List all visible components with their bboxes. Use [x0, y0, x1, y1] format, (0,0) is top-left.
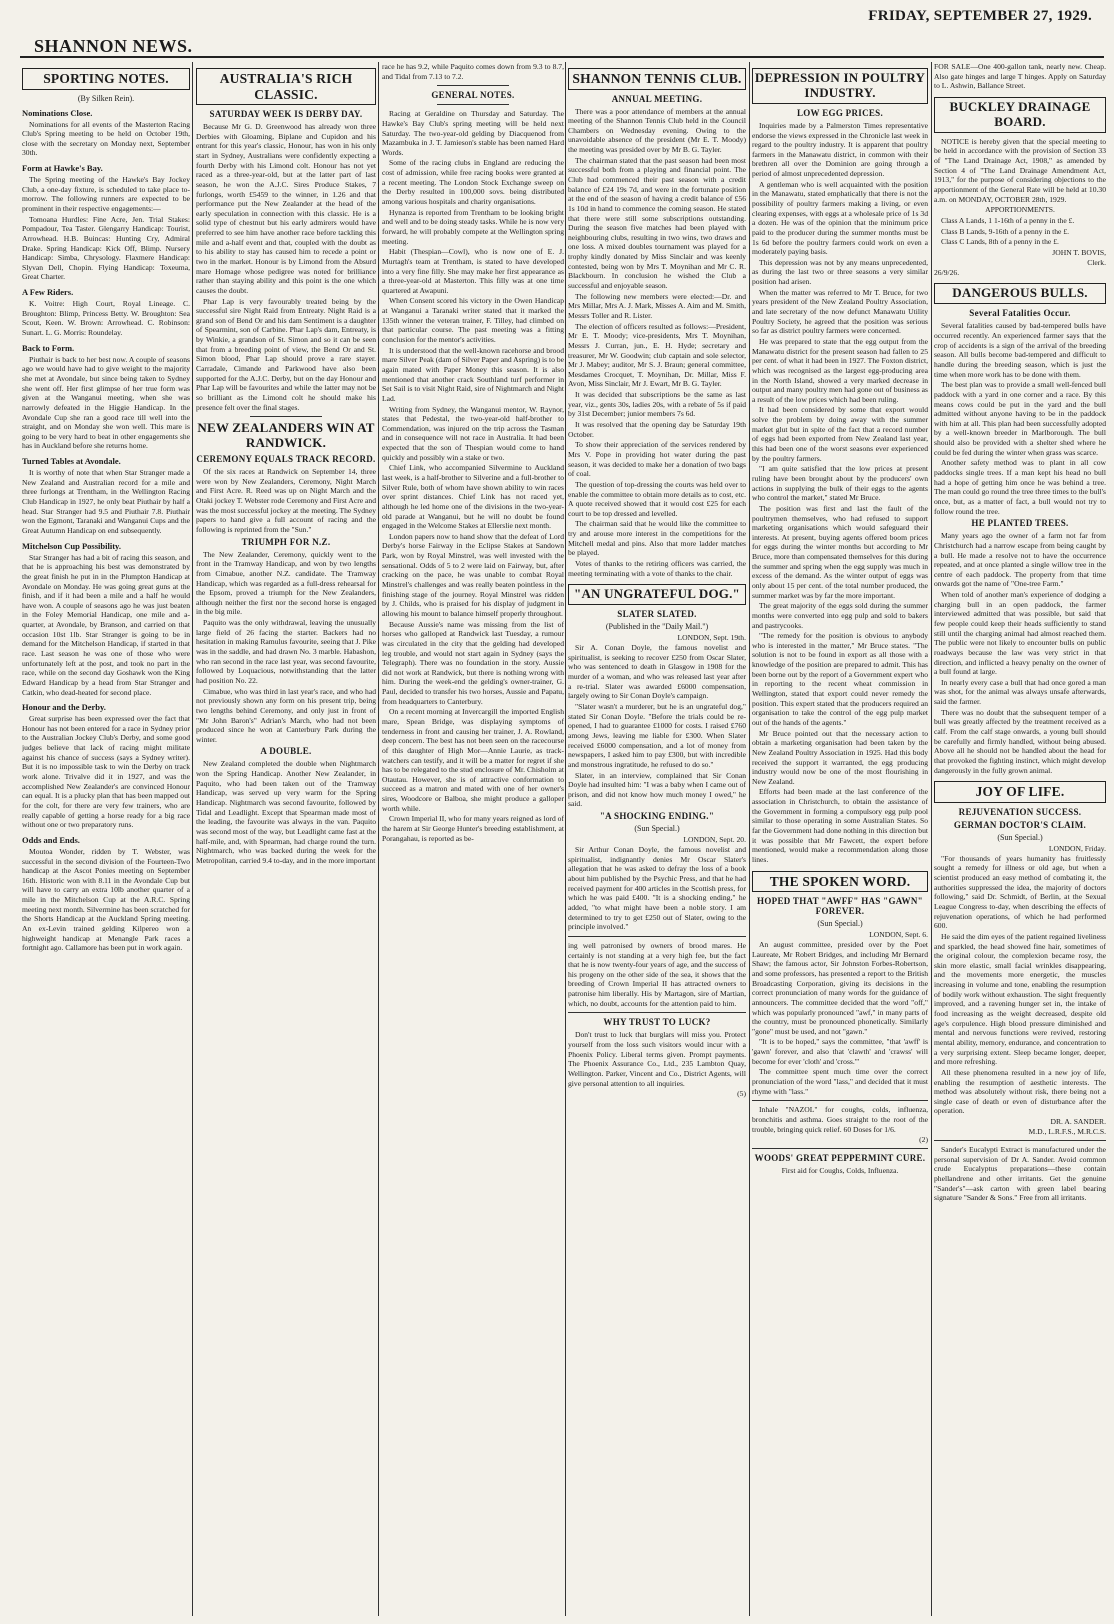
- paragraph: This depression was not by any means unprecedented, as during the last two or three seasons a very similar position had arisen.: [752, 257, 928, 287]
- paragraph: There was no doubt that the subsequent temper of a bull was greatly affected by the treatment received as a calf. From the calf stage onwards, a young bull should be carefully and firmly handled, without being abused. Above all he should not be handled about the head for that provoked the fighting instinct, which might develop dangerously in the fully grown animal.: [934, 707, 1106, 775]
- paragraph: Nominations for all events of the Masterton Racing Club's Spring meeting to be held on October 19th, close with the secretary on Monday next, September 30th.: [22, 119, 190, 158]
- column-australias-rich-classic: [196, 62, 376, 1616]
- subhead: Honour and the Derby.: [22, 702, 106, 713]
- paragraph: Inquiries made by a Palmerston Times representative endorse the views expressed in the Chronicle last week in regard to the poultry industry. It is apparent that poultry farmers in the Manawatu district, in common with their brethren all over the Dominion are going through a period of almost unprecedented depression.: [752, 120, 928, 179]
- paragraph: Mr Bruce pointed out that the necessary action to obtain a marketing organisation had been taken by the New Zealand Poultry Association in 1925. Had this body received the support it warranted, the egg producing industry would now be one of the most flourishing in New Zealand.: [752, 728, 928, 786]
- paper-name: SHANNON NEWS.: [34, 36, 193, 56]
- dateline: LONDON, Sept. 20.: [683, 835, 746, 845]
- divider: [752, 1148, 928, 1149]
- paragraph: He said the dim eyes of the patient regained liveliness and sparkled, the head showed fine hair, sometimes of the original colour, the complexion became rosy, the skin more elastic, small facial wrinkles disappearing, and the movements more energetic, the muscles increasing in volume and tone, enabling the resumption of bodily work without exhaustion. The sight frequently improved, and a ravening hunger set in, the intake of food increasing as the weight decreased, despite old age's corpulence. High blood pressure diminished and mental and nervous functions were revived, restoring mental ability, memory, endurance, and concentration to a very surprising extent. Sleep became longer, deeper, and more refreshing.: [934, 931, 1106, 1067]
- paragraph: In nearly every case a bull that had once gored a man was shot, for the animal was always unsafe afterwards, said the farmer.: [934, 677, 1106, 707]
- column-tennis-club: [568, 62, 746, 1616]
- advert-text: First aid for Coughs, Colds, Influenza.: [781, 1166, 899, 1176]
- paragraph: Cimabue, who was third in last year's race, and who had not previously shown any form on his present trip, being two lengths behind Ceremony, and only just in front of "Mr John Baron's" Adrian's March, who had not been produced since he won at Canterbury Park during the winter.: [196, 686, 376, 744]
- paragraph: "The remedy for the position is obvious to anybody who is interested in the matter," Mr Bruce states. "The solution is not to be found in export as all those with a knowledge of the position are prepared to admit. This has been borne out by the report of a Government expert who in reporting to the recent wheat commission in Wellington, stated that export could never remedy the position. This expert stated that the producers required an organisation to take the control of the egg pulp market out of the hands of the agents.": [752, 631, 928, 727]
- paragraph: It is worthy of note that when Star Stranger made a New Zealand and Australian record for a mile and three furlongs at Trentham, in the Wellington Racing Club Handicap in 1927, he only beat Piuthair by half a head. Star Stranger had 9.5 and Piuthair 7.8. Piuthair won the Egmont, Taranaki and Wanganui Cups and the Great Autumn Handicap on end subsequently.: [22, 468, 190, 535]
- paragraph: Crown Imperial II, who for many years reigned as lord of the harem at Sir George Hunter's breeding establishment, at Porangahau, is reported as be-: [382, 814, 564, 843]
- paragraph: The question of top-dressing the courts was held over to enable the committee to obtain more details as to cost, etc. A quote received showed that it would cost £25 for each court to be top dressed and levelled.: [568, 479, 746, 518]
- advert-text: Don't trust to luck that burglars will miss you. Protect yourself from the loss such visitors would incur with a Phoenix Policy. Liberal terms given. Prompt payments. The Phoenix Assurance Co., Ltd., 235 Lambton Quay, Wellington. Parker, Vincent and Co., District Agents, will give personal attention to all inquiries.: [568, 1030, 746, 1088]
- headline-woods-peppermint: WOODS' GREAT PEPPERMINT CURE.: [754, 1153, 926, 1164]
- paragraph: ing well patronised by owners of brood mares. He certainly is not standing at a very high fee, but the fact that he is now twenty-four years of age, and the success of his progeny on the other side of the sea, it shows that the breeding of Crown Imperial II has attracted owners to patronise him liberally. His by Martagon, sire of Martian, which, no doubt, accounts for the attention paid to him.: [568, 940, 746, 1008]
- paragraph: Paquito was the only withdrawal, leaving the unusually large field of 26 facing the starter. Backers had no hesitation in making Ramulus favourite, seeing that J. Pike was in the saddle, and had drawn No. 3 marble. Habashon, who ran second in the race last year, was second favourite, followed by Loquacious, notwithstanding that the latter had position No. 22.: [196, 618, 376, 685]
- paragraph: The following new members were elected:—Dr. and Mrs Millar, Mrs A. J. Mark, Misses A. Aim and M. Smith, Messrs Toller and R. Lister.: [568, 291, 746, 320]
- advert-text: Sander's Eucalypti Extract is manufactured under the personal supervision of Dr A. Sander. Avoid common crude Eucalyptus preparations—these contain phellandrene and other irritants. Get the genuine "Sander's"—ask carton with green label bearing signature "Sander & Sons." Free from all irritants.: [934, 1145, 1106, 1203]
- paragraph: It was resolved that the opening day be Saturday 19th October.: [568, 420, 746, 439]
- paragraph: "Slater wasn't a murderer, but he is an ungrateful dog," stated Sir Conan Doyle. "Before the trials could be re-opened, I had to guarantee £1000 for costs. I raised £760 among Jews, leaving me liable for £300. When Slater received £6000 compensation, and a lot of money from newspapers, I asked him to pay £300, but with incredible and monstrous ingratitude, he refused to do so.": [568, 702, 746, 769]
- paragraph: London papers now to hand show that the defeat of Lord Derby's horse Fairway in the Eclipse Stakes at Sandown Park, won by Royal Minstrel, was well invested with the sensational. Odds of 5 to 2 were laid on Fairway, but, after cracking on the pace, he was unable to combat Royal Minstrel's challenges and was really beaten pointless in the finishing stage of the journey. Royal Minstrel was ridden by J. Childs, who is praised for his display of judgment in allowing his mount to balance himself properly throughout.: [382, 531, 564, 618]
- paragraph: The election of officers resulted as follows:—President, Mr E. T. Moody; vice-presidents, Mrs T. Moynihan, Messrs J. Curran, jun., E. H. Hyde; secretary and treasurer, Mr W. Goodwin; club captain and sole selector, Mr J. Mabey; auditor, Mr S. J. Braun; general committee, Mesdames Crocquet, T. Moynihan, Dr. Millar, Miss F. Avon, Miss Sinclair, Mr J. Ewart, Mr B. G. Tayler.: [568, 321, 746, 389]
- headline-dangerous-bulls: DANGEROUS BULLS.: [934, 283, 1106, 304]
- column-general-notes: [382, 62, 564, 1616]
- source-note: (Published in the "Daily Mail."): [605, 622, 709, 632]
- paragraph: Habit (Thespian—Cowl), who is now one of E. J. Murtagh's team at Trentham, is stated to have developed into a very fine filly. She may make her first appearance as a three-year-old at Masterton. This filly was at one time quartered at Awapuni.: [382, 247, 564, 295]
- headline-sporting-notes: SPORTING NOTES.: [22, 68, 190, 90]
- dateline: LONDON, Friday.: [1048, 843, 1106, 853]
- paragraph: The New Zealander, Ceremony, quickly went to the front in the Tramway Handicap, and won by two lengths from Cimabue, another N.Z. candidate. The Tramway Handicap, which was regarded as a full-dress rehearsal for the Epsom, proved a triumph for the New Zealanders, although neither the first nor the second horse is engaged in the big mile.: [196, 549, 376, 617]
- paragraph: Votes of thanks to the retiring officers was carried, the meeting terminating with a vote of thanks to the chair.: [568, 558, 746, 578]
- paragraph: The chairman stated that the past season had been most successful both from a playing and financial point. The Club had commenced their past season with a credit balance of £24 19s 7d, and were in the fortunate position at the end of the season of having a credit balance of £56 1s 10d in hand to commence the coming season. He stated that there were still some subscriptions outstanding. During the season five matches had been played with neighbouring clubs, resulting in two wins, two draws and one loss. A mixed doubles tournament was played for a trophy kindly donated by Miss Sinclair and was keenly contested, being won by Mrs T. Moynihan and Mr C. R. Blackbourn. In conclusion he wished the Club a successful and enjoyable season.: [568, 155, 746, 291]
- paragraph: He was prepared to state that the egg output from the Manawatu district for the present season had fallen to 25 per cent. of what it had been in 1927. The Foxton district, which was recognised as the largest egg-producing area in the North Island, showed a very marked decrease in output and many poultry men had gone out of business as a result of the low prices which had been ruling.: [752, 336, 928, 404]
- signature-title: M.D., L.R.F.S., M.R.C.S.: [1028, 1127, 1106, 1137]
- paragraph: The best plan was to provide a small well-fenced bull paddock with a yard in one corner and a race. By this means cows could be put in the yard and the bull admitted without anyone having to be in the paddock with him at all. This plan had been successfully adopted by a well-known breeder in Marlborough. The bull should also be provided with a shelter shed where he could be fed during the winter when grass was scarce.: [934, 380, 1106, 457]
- column-poultry-industry: [752, 62, 928, 1616]
- paragraph: Chief Link, who accompanied Silvermine to Auckland last week, is a half-brother to Silverine and a full-brother to Silver Rule, both of whom have shown ability to win races over sprint distances. Chief Link has not raced yet, although he led home one of the divisions in the two-year-old parade at Wanganui, but he will no doubt be found engaged in the Welcome Stakes at Ellerslie next month.: [382, 463, 564, 531]
- headline-general-notes: GENERAL NOTES.: [431, 90, 515, 101]
- paragraph: The chairman said that he would like the committee to try and arouse more interest in the competitions for the Mitchell medal and pins. Also that more ladder matches be played.: [568, 519, 746, 558]
- paragraph: Many years ago the owner of a farm not far from Christchurch had a narrow escape from being caught by a bull. He made a resolve not to have the occurrence repeated, and at once planted a single willow tree in the centre of each paddock. The property from that time onwards got the name of "One-tree Farm.": [934, 531, 1106, 589]
- subheadline: GERMAN DOCTOR'S CLAIM.: [953, 819, 1087, 830]
- headline-why-trust-to-luck: WHY TRUST TO LUCK?: [603, 1017, 711, 1028]
- paragraph: An august committee, presided over by the Poet Laureate, Mr Robert Bridges, and including Mr Bernard Shaw; the famous actor, Sir Johnston Forbes-Robertson, and some professors, has presented a report to the British Broadcasting Corporation, giving its decisions in the correct pronunciation of many words for the guidance of announcers. The committee decided that the word "off," which was popularly pronounced "awf," in many parts of the country, must be pronounced phonetically. Similarly "gone" must be used, and not "gawn.": [752, 940, 928, 1036]
- divider: [934, 1140, 1106, 1141]
- paragraph: On a recent morning at Invercargill the imported English mare, Spean Bridge, was displaying symptoms of tenderness in front and causing her trainer, J. A. Rowland, deep concern. The best has not been seen on the racecourse of this daughter of High Mor—Annie Laurie, as track-watchers can testify, and it will be a matter for regret if she has to be relegated to the stud enclosure of Mr. Chisholm at Otautau. However, she is of attractive conformation to succeed as a matron and mated with one of her owner's sires, Woodcore or Balboa, she might produce a galloper worth while.: [382, 707, 564, 813]
- paragraph: A gentleman who is well acquainted with the position in the Manawatu, stated emphatically that there is not the possibility of poultry farmers making a living, or even clearing expenses, with eggs at a wholesale price of 1s 3d a dozen. He was of the opinion that the minimum price paid to the producer during the summer months must be 1s 6d before the poultry farmers could work on even a moderately paying basis.: [752, 179, 928, 257]
- paragraph: Phar Lap is very favourably treated being by the successful sire Night Raid from Entreaty. Night Raid is a grand son of Bend Or and his dam Sentiment is a daughter of Spearmint, son of Carbine. Phar Lap's dam, Entreaty, is by Winkie, a grandson of St. Simon and so it can be seen that from a breeding point of view, the Bend Or and St. Simon blood, Phar Lap should prove a rare stayer. Carradale, Cimande and Parkwood have also been supported for the A.J.C. Derby, but on the day Honour and Phar Lap will be favourites and while the latter may not be so brilliant as the Limond colt he should make his presence felt over the final stages.: [196, 296, 376, 412]
- paragraph: When told of another man's experience of dodging a charging bull in an open paddock, the farmer interviewed admitted that was possible, but said that few people could keep their heads sufficiently to stand still until the charging animal had almost reached them. The public were not likely to encounter bulls on public roadways because the law was very strict in that direction, and inflicted a heavy penalty on the owner of a bull found at large.: [934, 590, 1106, 677]
- paragraph: Because Aussie's name was missing from the list of horses who galloped at Randwick last Tuesday, a rumour was circulated in the city that the gelding had developed leg trouble, and would not start again in Sydney (says the Telegraph). There was no foundation in the story. Aussie did not work at Randwick, but there is nothing wrong with him. During the week-end the gelding's owner-trainer, G. Paul, decided to transfer his two horses, Aussie and Papatu, from headquarters to Canterbury.: [382, 619, 564, 706]
- column-divider: [565, 62, 566, 1616]
- paragraph: Slater, in an interview, complained that Sir Conan Doyle had insulted him: "I was a baby when I came out of prison, and did not know how much money I owed," he said.: [568, 770, 746, 809]
- column-divider: [931, 62, 932, 1616]
- column-sporting-notes: [22, 62, 190, 1616]
- column-divider: [378, 62, 379, 1616]
- masthead-rule: [20, 56, 1104, 58]
- headline-shannon-tennis-club: SHANNON TENNIS CLUB.: [568, 68, 746, 90]
- subhead: HE PLANTED TREES.: [971, 518, 1069, 529]
- subhead: Turned Tables at Avondale.: [22, 456, 121, 467]
- subheadline: REJUVENATION SUCCESS.: [958, 806, 1082, 817]
- column-divider: [749, 62, 750, 1616]
- paragraph: Some of the racing clubs in England are reducing the cost of admission, while free racing books were granted at a recent meeting. The London Stock Exchange sweep on the Derby resulted in 100,000 sovs. being distributed among various hospitals and charity organisations.: [382, 158, 564, 207]
- byline: (By Silken Rein).: [77, 93, 135, 103]
- dateline: LONDON, Sept. 6.: [869, 930, 928, 940]
- paragraph: "For thousands of years humanity has fruitlessly sought a remedy for illness or old age, but when a scientist produced an easy method of combating it, the authorities suppressed the idea, the majority of doctors following," said Dr. Schmidt, of Berlin, at the Sexual League Congress to-day, when describing the effects of rejuvenation operations, of which he had performed 600.: [934, 853, 1106, 931]
- paragraph: NOTICE is hereby given that the special meeting to be held in accordance with the provision of Section 33 of "The Land Drainage Act, 1908," as amended by Section 4 of "The Land Drainage Amendment Act, 1913," for the purpose of considering objections to the apportionment of the General Rate will be held at 10.30 a.m. on MONDAY, OCTOBER 28th, 1929.: [934, 136, 1106, 204]
- source-note: (Sun Special.): [634, 824, 680, 834]
- signature-name: JOHN T. BOVIS,: [1052, 247, 1106, 257]
- paragraph: Sir A. Conan Doyle, the famous novelist and spiritualist, is seeking to recover £250 from Oscar Slater, who was sentenced to death in Glasgow in 1908 for the murder of a woman, and who was released last year after a re-trial. Slater was awarded £6000 compensation, largely owing to Sir Conan Doyle's campaign.: [568, 643, 746, 701]
- subhead: A Few Riders.: [22, 287, 74, 298]
- advert-text: Inhale "NAZOL" for coughs, colds, influenza, bronchitis and asthma. Goes straight to the root of the trouble, bringing quick relief. 60 Doses for 1/6.: [752, 1105, 928, 1134]
- paragraph: All these phenomena resulted in a new joy of life, enabling the resumption of aesthetic interests. The method was absolutely without risk, there being not a single case of death or even of disturbance after the operation.: [934, 1067, 1106, 1116]
- paragraph: Hynanza is reported from Trentham to be looking bright and well and to be doing steady tasks. While he is now very forward, he will probably compete at the Wellington spring meeting.: [382, 207, 564, 246]
- divider: [437, 85, 510, 86]
- subhead: Mitchelson Cup Possibility.: [22, 540, 121, 551]
- column-divider: [192, 62, 193, 1616]
- paragraph: The position was first and last the fault of the poultrymen themselves, who had refused to support marketing organisations which would safeguard their interests. At present, buying agents offered boom prices for eggs during the winter months but according to Mr Bruce, more than compensated themselves for this during the summer and spring when the egg supply was much in excess of the demand. As the winter output of eggs was only about 15 per cent. of the total number produced, the summer market was by far the more important.: [752, 503, 928, 600]
- column-notices: [934, 62, 1106, 1616]
- paragraph: It had been considered by some that export would solve the problem by doing away with the summer market glut but in spite of the fact that a record number of eggs had been exported from New Zealand last year, this had been one of the worst seasons ever experienced by the poultry farmers.: [752, 405, 928, 463]
- divider: [437, 104, 510, 105]
- paragraph: Writing from Sydney, the Wanganui mentor, W. Raynor, states that Pedestal, the two-year-old half-brother to Commendation, was injured on the trip across the Tasman and in consequence will not race in Australia. It had been expected that the son of Thespian would come to hand quickly and possibly win a stake or two.: [382, 404, 564, 462]
- notice-date: 26/9/26.: [934, 267, 960, 277]
- paragraph: Sir Arthur Conan Doyle, the famous novelist and spiritualist, indignantly denies Mr Oscar Slater's allegation that he was asked to defray the loss of a book about him published by the Psychic Press, and that he had received payment for 400 articles in the Scottish press, for which he was paid £400. "It is a shocking ending," he added, "to what might have been a noble story. I am determined to try to get £250 out of Slater, owing to the principle involved.": [568, 845, 746, 932]
- divider: [568, 1012, 746, 1013]
- paragraph: Class A Lands, 1 1-16th of a penny in the £.: [941, 215, 1075, 225]
- paragraph: Star Stranger has had a bit of racing this season, and that he is approaching his best was demonstrated by the great finish he put in in the Plumpton Handicap at Avondale on Monday. He was going great guns at the finish, and if it had been a mile and a half he would have won. A couple of seasons ago he was just beaten in the Foley Memorial Handicap, one mile and a-quarter, at Avondale, by Branson, and carried on that occasion 10st 1lb. Star Stranger is going to be in demand for the Mitchelson Handicap, if started in that race. Last season he was one of those who were unfortunately left at the post, and took no part in the race, while on the second day Goshawk won the King Edward Handicap by a head from Star Stranger and Catkin, who dead-heated for second place.: [22, 552, 190, 697]
- headline-australias-rich-classic: AUSTRALIA'S RICH CLASSIC.: [196, 68, 376, 105]
- paragraph: Class C Lands, 8th of a penny in the £.: [941, 237, 1059, 247]
- notice-heading: APPORTIONMENTS.: [985, 205, 1055, 215]
- headline-joy-of-life: JOY OF LIFE.: [934, 781, 1106, 803]
- divider: [568, 936, 746, 937]
- paragraph: It is understood that the well-known racehorse and brood mare Silver Peak (dam of Silver Paper and Aspring) is to be again mated with Paper Money this season. It is also mentioned that another crack Southland turf performer in Set Sail is to visit Night Raid, sire of Nightmarch and Night Lad.: [382, 345, 564, 403]
- subheadline: ANNUAL MEETING.: [611, 93, 703, 104]
- source-note: (Sun Special.): [997, 832, 1043, 842]
- subhead: A DOUBLE.: [260, 746, 312, 757]
- paragraph: Tomoana Hurdles: Fine Acre, Jen. Trial Stakes: Pompadour, Tea Taster. Glengarry Handicap: Tourist, Arrowhead. H.B. Buincas: Hunting Cry, Admiral Drake. Spring Handicap: Kick Off, Blimp. Nursery Handicap: Simba, Chrysology. Flaxmere Handicap: Slyvan Dell, Chopin. Flying Handicap: Toxeuma, Great Charter.: [22, 214, 190, 282]
- paragraph: Another safety method was to plant in all cow paddocks single trees. If a man kept his head no bull had a hope of getting him once he was behind a tree. The man could go round the tree three times to the bull's once, but, as a matter of fact, a bull would not try to follow round the tree.: [934, 458, 1106, 516]
- source-note: (Sun Special.): [817, 919, 863, 929]
- paragraph: It was decided that subscriptions be the same as last year, viz., gents 30s, ladies 20s, with a rebate of 5s if paid by 31st December; junior members 7s 6d.: [568, 390, 746, 419]
- paragraph: To show their appreciation of the services rendered by Mrs V. Pope in providing hot water during the past season, it was decided to make her a donation of two bags of coal.: [568, 440, 746, 479]
- divider: [752, 1100, 928, 1101]
- headline-ungrateful-dog: "AN UNGRATEFUL DOG.": [568, 584, 746, 605]
- paragraph: Great surprise has been expressed over the fact that Honour has not been entered for a race in Sydney prior to the Australian Jockey Club's Derby, and some good judges believe that lack of racing might militate against his chance of success (says a Sydney writer). But it is no impossible task to win the Derby on track work alone. Trivalve did it in 1927, and was the accomplished New Zealander's are convinced Honour can equal. It is a plucky plan that has been mapped out for the colt, for there are very few trainers, who are really capable of getting a horse ready for a big race without one or two preparatory runs.: [22, 714, 190, 830]
- paragraph: When the matter was referred to Mr T. Bruce, for two years president of the New Zealand Poultry Association, and late secretary of the now defunct Manawatu Utility Poultry Society, he agreed that the position was serious so far as district poultry farmers were concerned.: [752, 287, 928, 336]
- paragraph: Several fatalities caused by bad-tempered bulls have occurred recently. An experienced farmer says that the crop of accidents is a sign of the arrival of the breeding season. All bulls become bad-tempered and difficult to handle during the breeding season, which is just the time when more work has to be done with them.: [934, 321, 1106, 379]
- paragraph: Of the six races at Randwick on September 14, three were won by New Zealanders, Ceremony, Night March and First Acre. R. Reed was up on Night March and the Otaki jockey T. Webster rode Ceremony and First Acre and was the most successful jockey at the meeting. The Sydney papers to hand give a full account of racing and the following is reprinted from the "Sun.": [196, 467, 376, 534]
- subheadline: Several Fatalities Occur.: [969, 308, 1071, 319]
- signature-title: Clerk.: [1087, 257, 1106, 267]
- paragraph: When Consent scored his victory in the Owen Handicap at Wanganui a Taranaki writer stated that it marked the 135th winner the veteran trainer, F. Tilley, had climbed on that particular course. The past meeting was a fitting conclusion for the mentor's activities.: [382, 296, 564, 345]
- subhead: Nominations Close.: [22, 107, 93, 118]
- paragraph: Racing at Geraldine on Thursday and Saturday. The Hawke's Bay Club's spring meeting will be held next Saturday. The two-year-old gelding by Diacquenod from Mazambuka in J. T. Jamieson's stable has been named Hard Words.: [382, 109, 564, 157]
- headline-shocking-ending: "A SHOCKING ENDING.": [599, 811, 715, 822]
- subhead: TRIUMPH FOR N.Z.: [241, 536, 331, 547]
- headline-depression-poultry: DEPRESSION IN POULTRY INDUSTRY.: [752, 68, 928, 104]
- headline-spoken-word: THE SPOKEN WORD.: [752, 871, 928, 893]
- divider: [250, 416, 322, 417]
- paragraph: K. Voitre: High Court, Royal Lineage. C. Broughton: Blimp, Princess Betty. W. Broughton: Sea Scout, Keen. W. Brown: Arrowhead. C. Robinson: Sunart. L. G. Morris: Roundelay.: [22, 299, 190, 338]
- paragraph: Moutoa Wonder, ridden by T. Webster, was successful in the second division of the Fourteen-Two handicap at the Ascot Ponies meeting on September 16th. Historic won with 8.11 in the Avondale Cup but will have to carry an extra 10lb another quarter of a mile in the Mitchelson Cup at the A.R.C. Spring meeting next month. Silvermine has been scratched for the Shorts Handicap at the Auckland Spring meeting. An ex-Levin trained gelding Kilpereo won a highweight handicap at Menangle Park races a fortnight ago. Callamore has been put in work again.: [22, 846, 190, 953]
- dateline: LONDON, Sept. 19th.: [677, 633, 746, 643]
- issue-date: FRIDAY, SEPTEMBER 27, 1929.: [868, 8, 1092, 24]
- paragraph: Because Mr G. D. Greenwood has already won three Derbies with Gloaming, Biplane and Cupidon and his entrant for this year's classic, Honour, has won in his only start in Sydney, Australians were confidently expecting a fourth Derby with his Limond colt. Honour has not yet raced as a three-year-old, but at the latter part of last season, he won the A.J.C. Sires Produce Stakes, 7 furlongs, worth £5459 to the winner, in 1.26 and that performance put the New Zealander at the head of the early speculation in connection with this classic. He is a solid type of chestnut but his early admirers would have preferred to see him have another race before tackling this mile and a-half event and that, coupled with the doubt as to his ability to stay has caused him to recede a point or two in the market. Honour is by Limond from the Absurd mare Homage whose pedigree was noted for brilliance rather than staying ability and this point is the one which causes the doubt.: [196, 122, 376, 295]
- advert-number: (2): [919, 1135, 928, 1145]
- paragraph: The Spring meeting of the Hawke's Bay Jockey Club, a one-day fixture, is scheduled to take place to-morrow. The following runners are expected to be prominent in their respective engagements:—: [22, 175, 190, 213]
- paragraph: Class B Lands, 9-16th of a penny in the £.: [941, 226, 1070, 236]
- paragraph: New Zealand completed the double when Nightmarch won the Spring Handicap. Another New Zealander, in Paquito, who had been taken out of the Tramway Handicap, was served up very warm for the Spring Handicap. Nightmarch was second favourite, followed by Tidal and Leadlight. Except that Spearman made most of the leading, the favourite was always in the van. Paquito was second most of the way, but Leadlight came fast at the half-mile, and, with Spearman, had charge round the turn. Nightmarch, who was backed during the week for the Metropolitan, carried 9.4 to-day, and in the more important: [196, 759, 376, 865]
- subheadline: LOW EGG PRICES.: [796, 107, 884, 118]
- paragraph: "I am quite satisfied that the low prices at present ruling have been brought about by the producers' own actions in supplying the bulk of their eggs to the agents who control the market," stated Mr Bruce.: [752, 464, 928, 503]
- paragraph: race he has 9.2, while Paquito comes down from 9.3 to 8.7, and Tidal from 7.13 to 7.2.: [382, 62, 564, 81]
- paragraph: The great majority of the eggs sold during the summer months were converted into egg pulp and sold to bakers and pastrycooks.: [752, 601, 928, 630]
- signature-name: DR. A. SANDER.: [1050, 1117, 1106, 1127]
- paragraph: "It is to be hoped," says the committee, "that 'awff' is 'gawn' forever, and also that 'clawth' and 'crawss' will become for ever 'cloth' and 'cross.'": [752, 1037, 928, 1066]
- subheadline: CEREMONY EQUALS TRACK RECORD.: [196, 454, 376, 465]
- subheadline: SLATER SLATED.: [617, 609, 697, 620]
- paragraph: Piuthair is back to her best now. A couple of seasons ago we would have had to give weight to the majority she met at Avondale, but since being taken to Sydney she went off. Her first glimpse of her true form was given at the Wanganui meeting, when she was narrowly defeated in the Higgie Handicap. In the Avondale Cup she ran a good race till well into the straight, and on Monday she won well. This mare is going to be very hard to beat in other engagements she has in Auckland before she returns home.: [22, 354, 190, 451]
- subheadline: HOPED THAT "AWFF" HAS "GAWN" FOREVER.: [757, 896, 923, 917]
- headline-new-zealanders-win: NEW ZEALANDERS WIN AT RANDWICK.: [197, 420, 375, 451]
- paragraph: Efforts had been made at the last conference of the association in Christchurch, to obtain the assistance of the Government in forming a compulsory egg pulp pool similar to those operating in some Australian States. So far the Government had done nothing in this direction but it was possible that Mr Fawcett, the expert before mentioned, would make a recommendation along those lines.: [752, 787, 928, 864]
- paragraph: There was a poor attendance of members at the annual meeting of the Shannon Tennis Club held in the Council Chambers on Wednesday evening. Owing to the unavoidable absence of the president (Mr E. T. Moody) the meeting was presided over by Mr B. G. Tayler.: [568, 106, 746, 155]
- subhead: Form at Hawke's Bay.: [22, 163, 103, 174]
- headline-buckley-drainage: BUCKLEY DRAINAGE BOARD.: [934, 97, 1106, 133]
- subheadline: SATURDAY WEEK IS DERBY DAY.: [209, 109, 363, 120]
- subhead: Odds and Ends.: [22, 834, 80, 845]
- paragraph: The committee spent much time over the correct pronunciation of the word "lass," and decided that it must rhyme with "lass.": [752, 1067, 928, 1096]
- classified-ad: FOR SALE—One 400-gallon tank, nearly new. Cheap. Also gate hinges and large T hinges. Apply on Saturday to L. Ashwin, Ballance Street.: [934, 62, 1106, 91]
- advert-number: (5): [737, 1089, 746, 1099]
- subhead: Back to Form.: [22, 342, 75, 353]
